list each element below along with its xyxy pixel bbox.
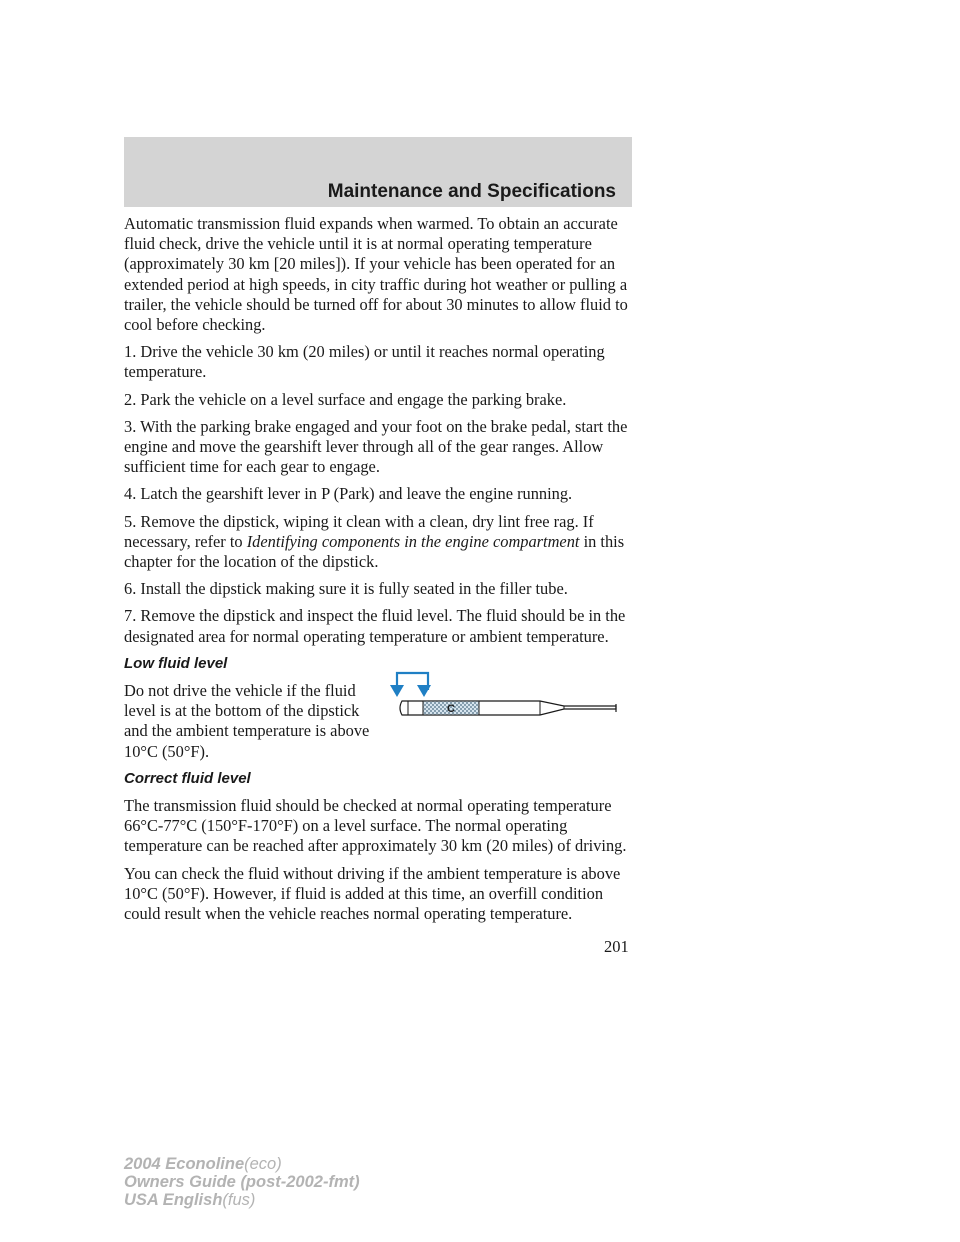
- step-5-text-a: 5. Remove the dipstick, wiping it clean with a clean, dry lint free rag. If necessary, refer to: [124, 511, 594, 551]
- footer-model: 2004 Econoline: [124, 1155, 245, 1173]
- footer-line-2: Owners Guide (post-2002-fmt): [124, 1173, 360, 1191]
- footer-language: USA English: [124, 1191, 223, 1209]
- step-2: 2. Park the vehicle on a level surface and engage the parking brake.: [124, 389, 567, 409]
- step-5-text-b: in this chapter for the location of the dipstick.: [124, 531, 625, 572]
- step-6: 6. Install the dipstick making sure it is fully seated in the filler tube.: [124, 579, 568, 599]
- low-fluid-heading: Low fluid level: [124, 654, 228, 672]
- dipstick-range-label: C: [447, 703, 455, 715]
- footer-line-1: [124, 1155, 360, 1173]
- dipstick-icon: [400, 701, 616, 715]
- level-indicator-arrows-icon: [390, 673, 431, 697]
- correct-fluid-paragraph-2: You can check the fluid without driving if the ambient temperature is above 10°C (50°F). However, if fluid is added at this time, an overfill condition could result when the vehicle reaches normal operating temperature.: [124, 863, 621, 924]
- document-footer: [124, 1155, 360, 1209]
- header-band: [124, 137, 632, 207]
- dipstick-illustration: [388, 668, 624, 729]
- page-section-title: Maintenance and Specifications: [327, 181, 616, 202]
- step-4: 4. Latch the gearshift lever in P (Park) and leave the engine running.: [124, 484, 573, 504]
- footer-model-code: (eco): [244, 1155, 282, 1173]
- step-3: 3. With the parking brake engaged and your foot on the brake pedal, start the engine and move the gearshift lever through all of the gear ranges. Allow sufficient time for each gear to engage.: [124, 416, 628, 477]
- correct-fluid-paragraph-1: The transmission fluid should be checked at normal operating temperature 66°C-77°C (150°F-170°F) on a level surface. The normal operating temperature can be reached after approximately 30 km (20 miles) of driving.: [124, 796, 627, 856]
- footer-line-3: [124, 1191, 360, 1209]
- step-5: [124, 512, 634, 573]
- low-fluid-text: Do not drive the vehicle if the fluid level is at the bottom of the dipstick and the ambient temperature is above 10°C (50°F).: [124, 681, 370, 761]
- footer-language-code: (fus): [222, 1191, 256, 1209]
- page-content: [124, 214, 634, 931]
- step-5-reference: Identifying components in the engine compartment: [246, 531, 580, 551]
- intro-paragraph: Automatic transmission fluid expands when warmed. To obtain an accurate fluid check, drive the vehicle until it is at normal operating temperature (approximately 30 km [20 miles]). If your vehicle has been operated for an extended period at high speeds, in city traffic during hot weather or pulling a trailer, the vehicle should be turned off for about 30 minutes to allow fluid to cool before checking.: [124, 214, 628, 335]
- page-number: 201: [604, 937, 629, 956]
- correct-fluid-heading: Correct fluid level: [124, 769, 251, 787]
- step-7: 7. Remove the dipstick and inspect the fluid level. The fluid should be in the designated area for normal operating temperature or ambient temperature.: [124, 606, 626, 646]
- step-1: 1. Drive the vehicle 30 km (20 miles) or until it reaches normal operating temperature.: [124, 342, 605, 382]
